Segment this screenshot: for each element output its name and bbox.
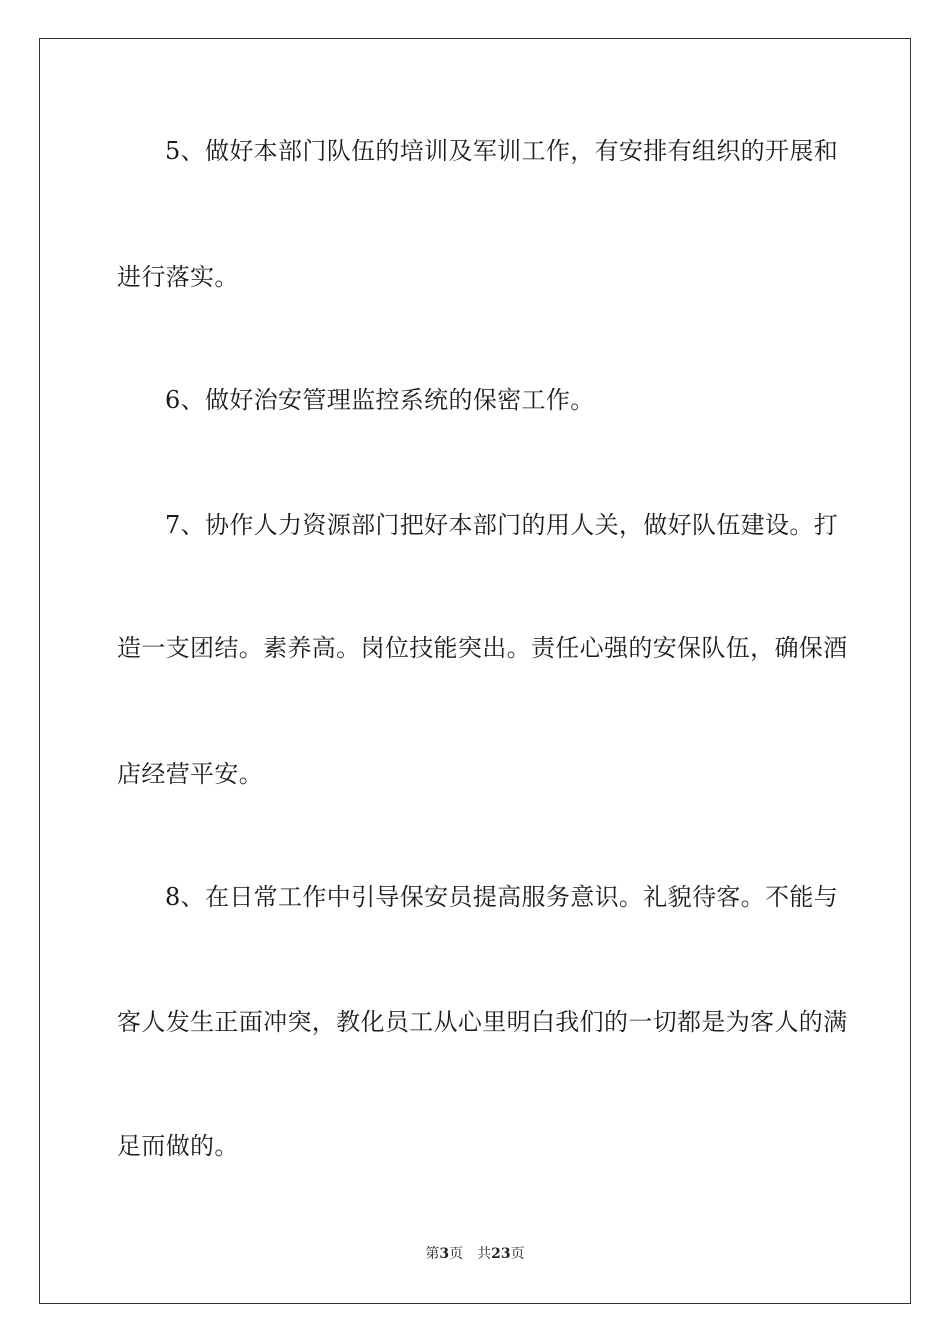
paragraph-6-line-1: 6、做好治安管理监控系统的保密工作。: [165, 386, 595, 414]
page-suffix: 页: [449, 1246, 464, 1262]
total-suffix: 页: [510, 1246, 525, 1262]
total-prefix: 共: [477, 1246, 492, 1262]
page-footer: [0, 1244, 950, 1264]
paragraph-8-line-1: 8、在日常工作中引导保安员提高服务意识。礼貌待客。不能与: [165, 883, 839, 911]
paragraph-5-line-1: 5、做好本部门队伍的培训及军训工作，有安排有组织的开展和: [165, 137, 839, 165]
paragraph-7-line-2: 造一支团结。素养高。岗位技能突出。责任心强的安保队伍，确保酒: [117, 634, 848, 662]
page-number: 3: [439, 1246, 450, 1262]
paragraph-8-line-3: 足而做的。: [117, 1132, 239, 1160]
page-prefix: 第: [425, 1246, 440, 1262]
total-pages: 23: [491, 1246, 511, 1262]
paragraph-7-line-1: 7、协作人力资源部门把好本部门的用人关，做好队伍建设。打: [165, 511, 839, 539]
paragraph-8-line-2: 客人发生正面冲突，教化员工从心里明白我们的一切都是为客人的满: [117, 1008, 848, 1036]
paragraph-5-line-2: 进行落实。: [117, 263, 239, 291]
paragraph-7-line-3: 店经营平安。: [117, 760, 264, 788]
page-frame: [39, 38, 911, 1304]
